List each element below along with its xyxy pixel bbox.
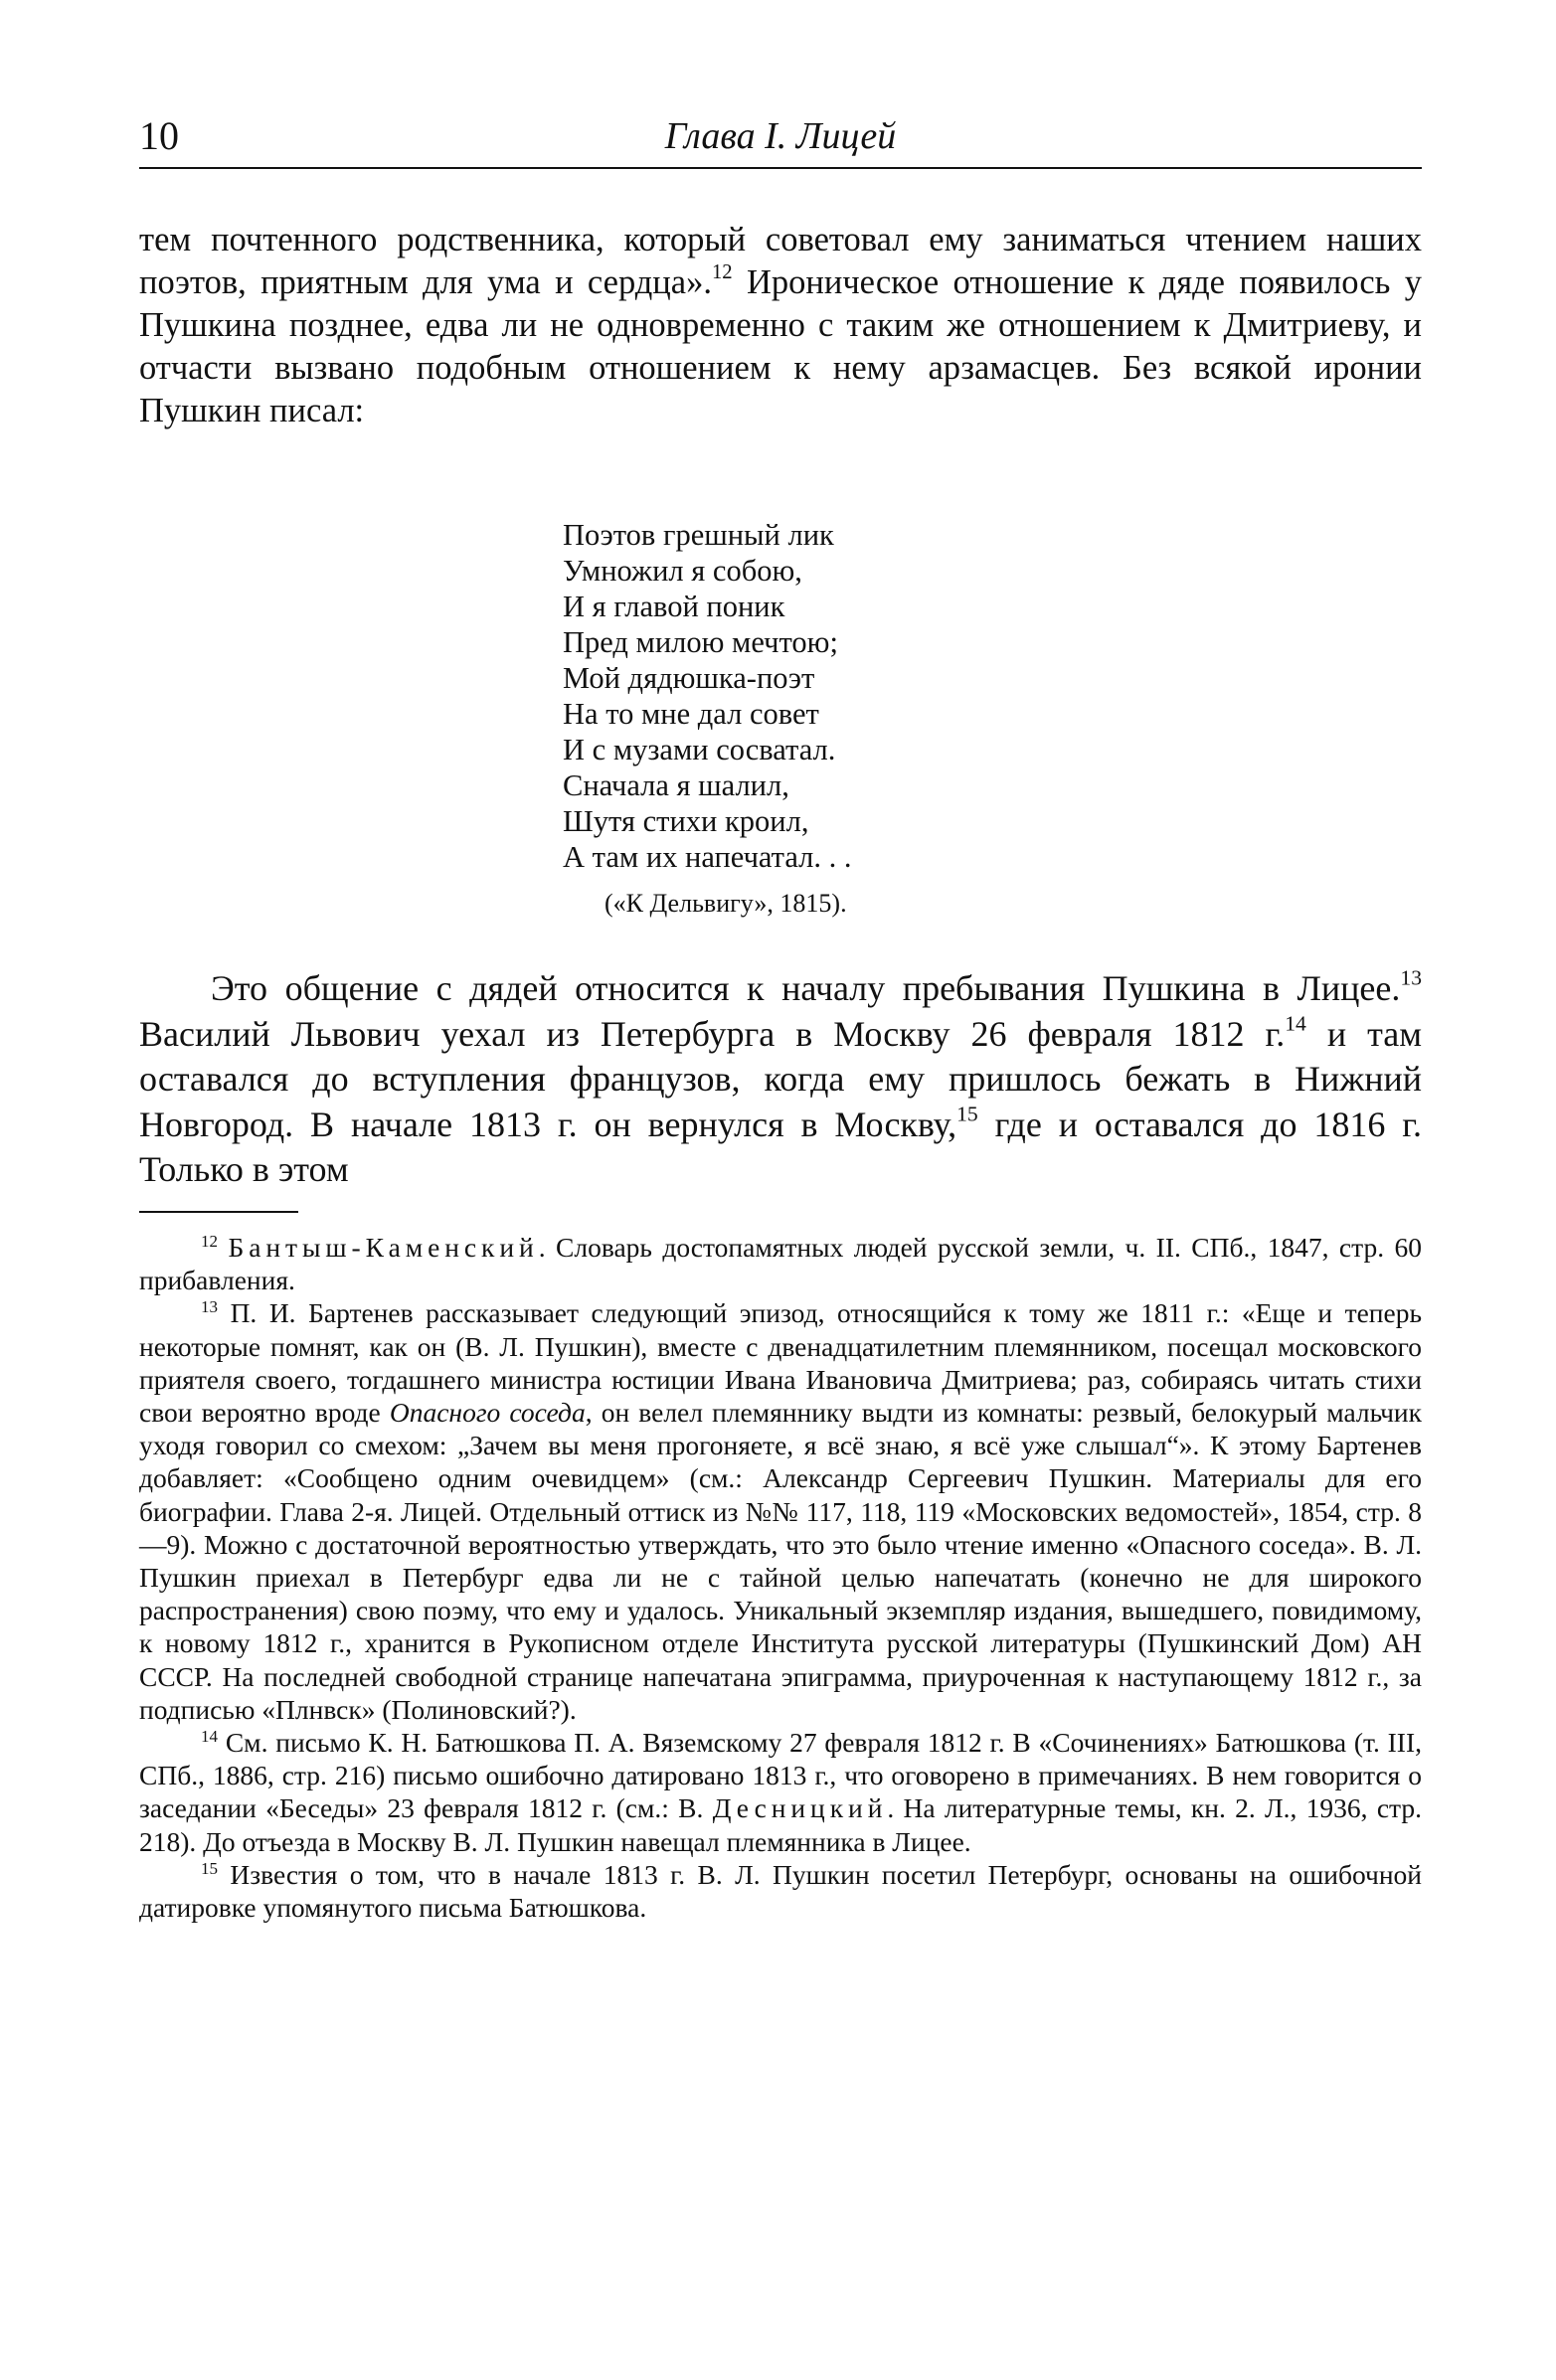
- footnote-author: Десницкий: [712, 1792, 888, 1824]
- poem-line: Пред милою мечтою;: [563, 625, 838, 659]
- footnote-text: См. письмо К. Н. Батюшкова П. А. Вяземскому 27 февраля 1812 г. В «Сочинениях» Батюшкова (т. III, СПб., 1886, стр. 216) письмо ошибочно датировано 1813 г., что оговорено в примечаниях. В нем говорится о заседании «Беседы» 23 февраля 1812 г. (см.: В.: [139, 1727, 1422, 1824]
- paragraph-text: и там оставался до вступления французов, когда ему пришлось бежать в Нижний Новгород. В начале 1813 г. он вернулся в Москву,: [139, 1013, 1423, 1144]
- poem-line: И я главой поник: [563, 590, 785, 623]
- footnote-author: Бантыш-Каменский: [228, 1232, 539, 1263]
- footnote-mark: 14: [201, 1726, 219, 1746]
- paragraph-text: где и оставался до 1816 г. Только в этом: [139, 1104, 1422, 1189]
- paragraph-text: Это общение с дядей относится к началу пребывания Пушкина в Лицее.: [211, 968, 1401, 1008]
- paragraph-text: Ироническое отношение к дяде появилось у Пушкина позднее, едва ли не одновременно с таким же отношением к Дмитриеву, и отчасти вызвано подобным отношением к нему арзамасцев. Без всякой иронии Пушкин писал:: [139, 263, 1422, 429]
- footnote-ref-14: 14: [1285, 1010, 1306, 1035]
- poem-line: Мой дядюшка-поэт: [563, 661, 815, 695]
- footnote-12: [139, 1231, 1422, 1296]
- header-rule: [139, 167, 1422, 169]
- footnotes: [139, 1231, 1422, 1924]
- page-header: [139, 111, 1422, 161]
- poem-line: Сначала я шалил,: [563, 768, 789, 802]
- poem-line: Умножил я собою,: [563, 554, 802, 588]
- footnote-text: П. И. Бартенев рассказывает следующий эпизод, относящийся к тому же 1811 г.: «Еще и теперь некоторые помнят, как он (В. Л. Пушкин), вместе с двенадцатилетним племянником, посещал московского приятеля своего, тогдашнего министра юстиции Ивана Ивановича Дмитриева; раз, собираясь читать стихи свои вероятно вроде: [139, 1297, 1423, 1429]
- poem-line: Шутя стихи кроил,: [563, 804, 809, 838]
- footnote-14: [139, 1726, 1422, 1858]
- footnote-ref-12: 12: [711, 261, 733, 284]
- paragraph-text: Василий Львович уехал из Петербурга в Москву 26 февраля 1812 г.: [139, 1013, 1286, 1054]
- poem-quote: [563, 517, 1030, 919]
- page-number: 10: [139, 113, 179, 158]
- poem-line: А там их напечатал. . .: [563, 840, 852, 874]
- footnote-13: [139, 1296, 1422, 1726]
- footnote-mark: 12: [201, 1231, 219, 1251]
- footnote-italic-title: Опасного соседа: [389, 1397, 586, 1429]
- body-paragraph-1: [139, 219, 1422, 432]
- poem-line: Поэтов грешный лик: [563, 518, 834, 552]
- footnote-text: . Словарь достопамятных людей русской земли, ч. II. СПб., 1847, стр. 60 прибавления.: [139, 1232, 1423, 1296]
- paragraph-text: тем почтенного родственника, который советовал ему заниматься чтением наших поэтов, приятным для ума и сердца».: [139, 221, 1422, 301]
- poem-source: («К Дельвигу», 1815).: [605, 889, 847, 918]
- footnote-ref-13: 13: [1400, 965, 1422, 990]
- poem-line: На то мне дал совет: [563, 697, 819, 731]
- footnote-mark: 13: [201, 1297, 219, 1317]
- footnote-15: [139, 1858, 1422, 1924]
- body-paragraph-2: [139, 966, 1422, 1193]
- footnote-text: Известия о том, что в начале 1813 г. В. Л. Пушкин посетил Петербург, основаны на ошибочной датировке упомянутого письма Батюшкова.: [139, 1858, 1423, 1924]
- footnote-text: . На литературные темы, кн. 2. Л., 1936, стр. 218). До отъезда в Москву В. Л. Пушкин навещал племянника в Лицее.: [139, 1792, 1423, 1857]
- footnote-rule: [139, 1211, 298, 1213]
- running-head: Глава I. Лицей: [664, 115, 897, 157]
- footnote-ref-15: 15: [956, 1101, 978, 1125]
- footnote-text: , он велел племяннику выдти из комнаты: резвый, белокурый мальчик уходя говорил со смехом: „Зачем вы меня прогоняете, я всё знаю, я всё уже слышал“». К этому Бартенев добавляет: «Сообщено одним очевидцем» (см.: Александр Сергеевич Пушкин. Материалы для его биографии. Глава 2-я. Лицей. Отдельный оттиск из №№ 117, 118, 119 «Московских ведомостей», 1854, стр. 8—9). Можно с достаточной вероятностью утверждать, что это было чтение именно «Опасного соседа». В. Л. Пушкин приехал в Петербург едва ли не с тайной целью напечатать (конечно не для широкого распространения) свою поэму, что ему и удалось. Уникальный экземпляр издания, вышедшего, повидимому, к новому 1812 г., хранится в Рукописном отделе Института русской литературы (Пушкинский Дом) АН СССР. На последней свободной странице напечатана эпиграмма, приуроченная к наступающему 1812 г., за подписью «Плнвск» (Полиновский?).: [139, 1397, 1423, 1725]
- poem-line: И с музами сосватал.: [563, 733, 836, 766]
- footnote-mark: 15: [201, 1858, 219, 1878]
